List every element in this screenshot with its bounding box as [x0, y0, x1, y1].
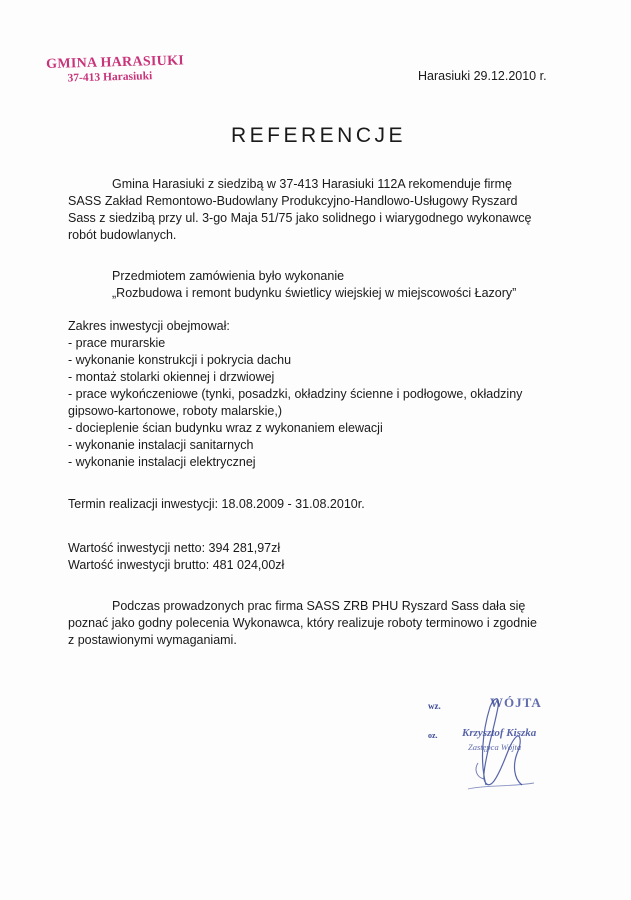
- scope-section: [68, 318, 522, 471]
- closing-paragraph: [68, 598, 537, 649]
- stamp-person: Krzysztof Kiszka: [462, 727, 537, 739]
- municipality-name: GMINA HARASIUKI: [46, 53, 185, 72]
- intro-line: Gmina Harasiuki z siedzibą w 37-413 Harasiuki 112A rekomenduje firmę: [112, 177, 512, 191]
- letterhead-stamp: [46, 53, 185, 86]
- scope-item: gipsowo-kartonowe, roboty malarskie,): [68, 404, 282, 418]
- scope-item: - prace murarskie: [68, 336, 166, 350]
- subject-quote: „Rozbudowa i remont budynku świetlicy wiejskiej w miejscowości Łazory”: [112, 286, 517, 300]
- closing-line: Podczas prowadzonych prac firma SASS ZRB PHU Ryszard Sass dała się: [112, 599, 526, 613]
- intro-line: SASS Zakład Remontowo-Budowlany Produkcyjno-Handlowo-Usługowy Ryszard: [68, 194, 518, 208]
- gross-value: Wartość inwestycji brutto: 481 024,00zł: [68, 558, 285, 572]
- closing-line: z postawionymi wymaganiami.: [68, 633, 237, 647]
- net-value: Wartość inwestycji netto: 394 281,97zł: [68, 541, 281, 555]
- scope-item: - wykonanie instalacji elektrycznej: [68, 455, 256, 469]
- closing-line: poznać jako godny polecenia Wykonawca, który realizuje roboty terminowo i zgodnie: [68, 616, 537, 630]
- intro-paragraph: [68, 176, 531, 244]
- subject-lead: Przedmiotem zamówienia było wykonanie: [112, 269, 345, 283]
- signature-stamp: [424, 693, 584, 803]
- scope-item: - wykonanie instalacji sanitarnych: [68, 438, 254, 452]
- stamp-prefix: wz.: [428, 701, 441, 711]
- term-line: Termin realizacji inwestycji: 18.08.2009 - 31.08.2010r.: [68, 497, 365, 511]
- scope-item: - docieplenie ścian budynku wraz z wykonaniem elewacji: [68, 421, 383, 435]
- document-title: REFERENCJE: [230, 124, 407, 147]
- place-and-date: Harasiuki 29.12.2010 r.: [418, 69, 547, 83]
- intro-line: robót budowlanych.: [68, 228, 177, 242]
- stamp-role: WÓJTA: [490, 695, 542, 710]
- stamp-deputy: Zastępca Wójta: [468, 742, 522, 752]
- scope-heading: Zakres inwestycji obejmował:: [68, 319, 230, 333]
- subject-paragraph: [112, 268, 516, 302]
- municipality-address: 37-413 Harasiuki: [67, 70, 153, 85]
- values-section: [68, 540, 284, 574]
- scope-item: - prace wykończeniowe (tynki, posadzki, okładziny ścienne i podłogowe, okładziny: [68, 387, 523, 401]
- scope-item: - montaż stolarki okiennej i drzwiowej: [68, 370, 275, 384]
- handwritten-signature: [424, 693, 584, 803]
- stamp-oz: oz.: [428, 731, 438, 740]
- scope-item: - wykonanie konstrukcji i pokrycia dachu: [68, 353, 292, 367]
- intro-line: Sass z siedzibą przy ul. 3-go Maja 51/75 jako solidnego i wiarygodnego wykonawcę: [68, 211, 532, 225]
